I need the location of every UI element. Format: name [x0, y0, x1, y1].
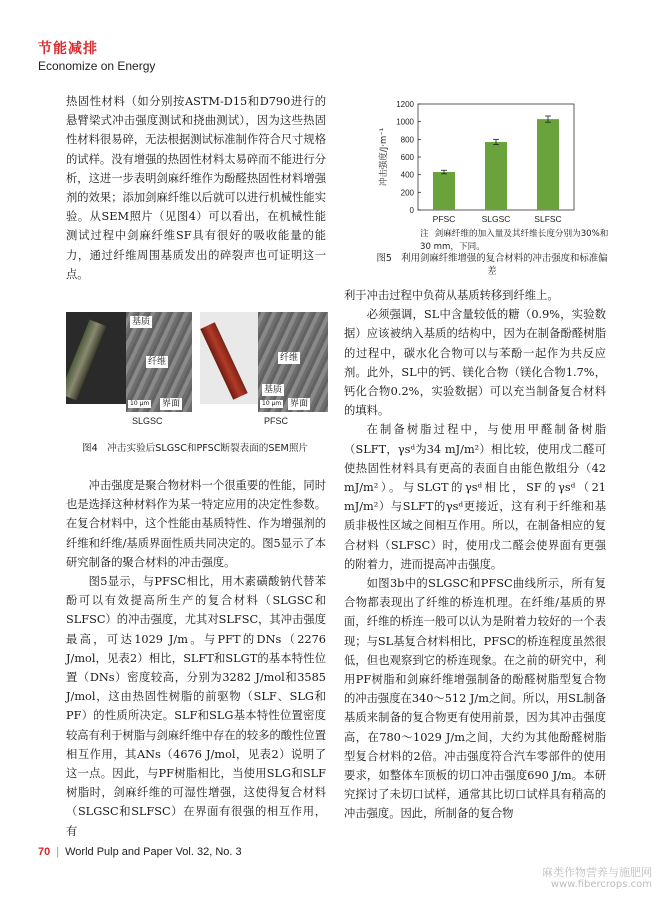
subfigure-label-slgsc: SLGSC — [132, 416, 163, 426]
y-tick-label: 1200 — [396, 100, 414, 109]
chart-note — [420, 228, 610, 254]
watermark-line1: 麻类作物营养与施肥网 — [542, 866, 652, 879]
x-tick-label: SLGSC — [481, 214, 511, 224]
y-tick-label: 400 — [400, 170, 414, 180]
y-tick-label: 1000 — [396, 117, 414, 127]
section-title-cn: 节能减排 — [38, 41, 98, 57]
paragraph: 图5显示，与PFSC相比，用木素磺酸钠代替苯酚可以有效提高所生产的复合材料（SLGSC和SLFSC）的冲击强度，尤其对SLFSC，其冲击强度最高，可达1029 J/m。与PFT的DNs（2276 J/mol，见表2）相比，SLFT和SLGT的基本特性位置（DNs）密度较高，分别为3282 J/mol和3585 J/mol，这由热固性树脂的前驱物（SLF、SLG和PF）的性质所决定。SLF和SLG基本特性位置密度较高有利于树脂与剑麻纤维中存在的较多的酸性位置相互作用，其ANs（4676 J/mol，见表2）说明了这一点。因此，与PF树脂相比，当使用SLG和SLF树脂时，剑麻纤维的可湿性增强，这使得复合材料（SLGSC和SLFSC）在界面有很强的相互作用，有 — [66, 575, 326, 838]
x-tick-label: PFSC — [432, 214, 456, 224]
label-matrix: 基质 — [132, 317, 151, 327]
left-column-bottom — [66, 476, 326, 841]
right-column — [344, 286, 606, 824]
paragraph: 利于冲击过程中负荷从基质转移到纤维上。 — [344, 289, 559, 302]
sem-image-pfsc — [258, 312, 328, 412]
y-axis-label: 冲击强度/J·m⁻¹ — [379, 127, 389, 187]
label-matrix: 基质 — [264, 385, 283, 395]
subfigure-label-pfsc: PFSC — [264, 416, 289, 426]
paragraph: 冲击强度是聚合物材料一个很重要的性能，同时也是选择这种材料作为某一特定应用的决定性参数。在复合材料中，这个性能由基质特性、作为增强剂的纤维和纤维/基质界面性质共同决定的。图5显示了本研究制备的聚合材料的冲击强度。 — [66, 479, 326, 569]
bar-pfsc — [433, 172, 455, 210]
label-interface: 界面 — [290, 399, 309, 409]
y-tick-label: 0 — [409, 206, 414, 215]
left-column-top — [66, 92, 326, 284]
paragraph: 在制备树脂过程中，与使用甲醛制备树脂（SLFT，γsᵈ为34 mJ/m²）相比较，使用戊二醛可使热固性材料具有更高的表面自由能色散组分（42 mJ/m²）。与SLGT的γsᵈ相比，SF的γsᵈ（21 mJ/m²）与SLFT的γsᵈ更接近，这有利于纤维和基质非极性区域之间相互作用。所以，在制备相应的复合材料（SLFSC）时，使用戊二醛会使界面有更强的附着力，进而提高冲击强度。 — [344, 423, 606, 571]
x-tick-label: SLFSC — [534, 214, 562, 224]
scale-bar-label: 10 μm — [130, 400, 150, 407]
y-tick-label: 200 — [400, 188, 414, 198]
chart-note-key: 注 — [420, 229, 429, 239]
journal-name: World Pulp and Paper Vol. 32, No. 3 — [65, 846, 242, 858]
paragraph: 必须强调，SL中含量较低的糖（0.9%，实验数据）应该被纳入基质的结构中，因为在制备酚醛树脂的过程中，碳水化合物可以与苯酚一起作为共反应剂。此外，SL中的钙、镁化合物（镁化合物1.7%，钙化合物0.2%，实验数据）可以充当制备复合材料的填料。 — [344, 308, 606, 418]
figure-4 — [62, 304, 332, 432]
figure-4-caption: 图4 冲击实验后SLGSC和PFSC断裂表面的SEM照片 — [82, 443, 309, 454]
sem-image-slgsc — [126, 312, 192, 412]
footer-separator: | — [56, 846, 60, 858]
page-footer — [38, 846, 242, 858]
scale-bar-label: 10 μm — [262, 400, 282, 407]
figure-5-caption: 图5 利用剑麻纤维增强的复合材料的冲击强度和标准偏差 — [376, 253, 608, 277]
label-fiber: 纤维 — [148, 357, 167, 367]
paragraph: 热固性材料（如分别按ASTM-D15和D790进行的悬臂梁式冲击强度测试和挠曲测试），因为这些热固性材料很易碎，无法根据测试标准制作符合尺寸规格的试样。没有增强的热固性材料太易碎而不能进行分析，这进一步表明剑麻纤维作为酚醛热固性材料增强剂的效果；添加剑麻纤维以后就可以进行机械性能实验。从SEM照片（见图4）可以看出，在机械性能测试过程中剑麻纤维SF具有很好的吸收能量的能力，通过纤维周围基质发出的碎裂声也可证明这一点。 — [66, 95, 326, 281]
paragraph: 如图3b中的SLGSC和PFSC曲线所示，所有复合物都表现出了纤维的桥连机理。在纤维/基质的界面，纤维的桥连一般可以认为是附着力较好的一个表现；与SL基复合材料相比，PFSC的桥连程度虽然很低，但也观察到它的桥连现象。在之前的研究中，利用PF树脂和剑麻纤维增强制备的酚醛树脂型复合物的冲击强度在340～512 J/m之间。所以，用SL制备基质来制备的复合物更有使用前景，因为其冲击强度高，在780～1029 J/m之间，大约为其他酚醛树脂型复合材料的2倍。冲击强度符合汽车零部件的使用要求，如整体车顶板的切口冲击强度690 J/m。本研究探讨了未切口试样，通常其比切口试样具有稍高的冲击强度。因此，所制备的复合物 — [344, 577, 606, 821]
y-tick-label: 600 — [400, 153, 414, 162]
fracture-sample-image-left — [66, 312, 126, 404]
watermark-line2: www.fibercrops.com — [550, 879, 652, 890]
y-tick-label: 800 — [400, 135, 414, 145]
label-interface: 界面 — [162, 399, 181, 409]
bar-slgsc — [485, 142, 507, 210]
chart-note-text: 剑麻纤维的加入量及其纤维长度分别为30%和30 mm，下同。 — [420, 229, 609, 252]
label-fiber: 纤维 — [280, 353, 299, 363]
impact-strength-chart — [374, 92, 594, 232]
section-title-en: Economize on Energy — [38, 59, 156, 73]
fracture-sample-image-right — [200, 312, 258, 404]
bar-slfsc — [537, 119, 559, 210]
page-number: 70 — [38, 846, 51, 858]
